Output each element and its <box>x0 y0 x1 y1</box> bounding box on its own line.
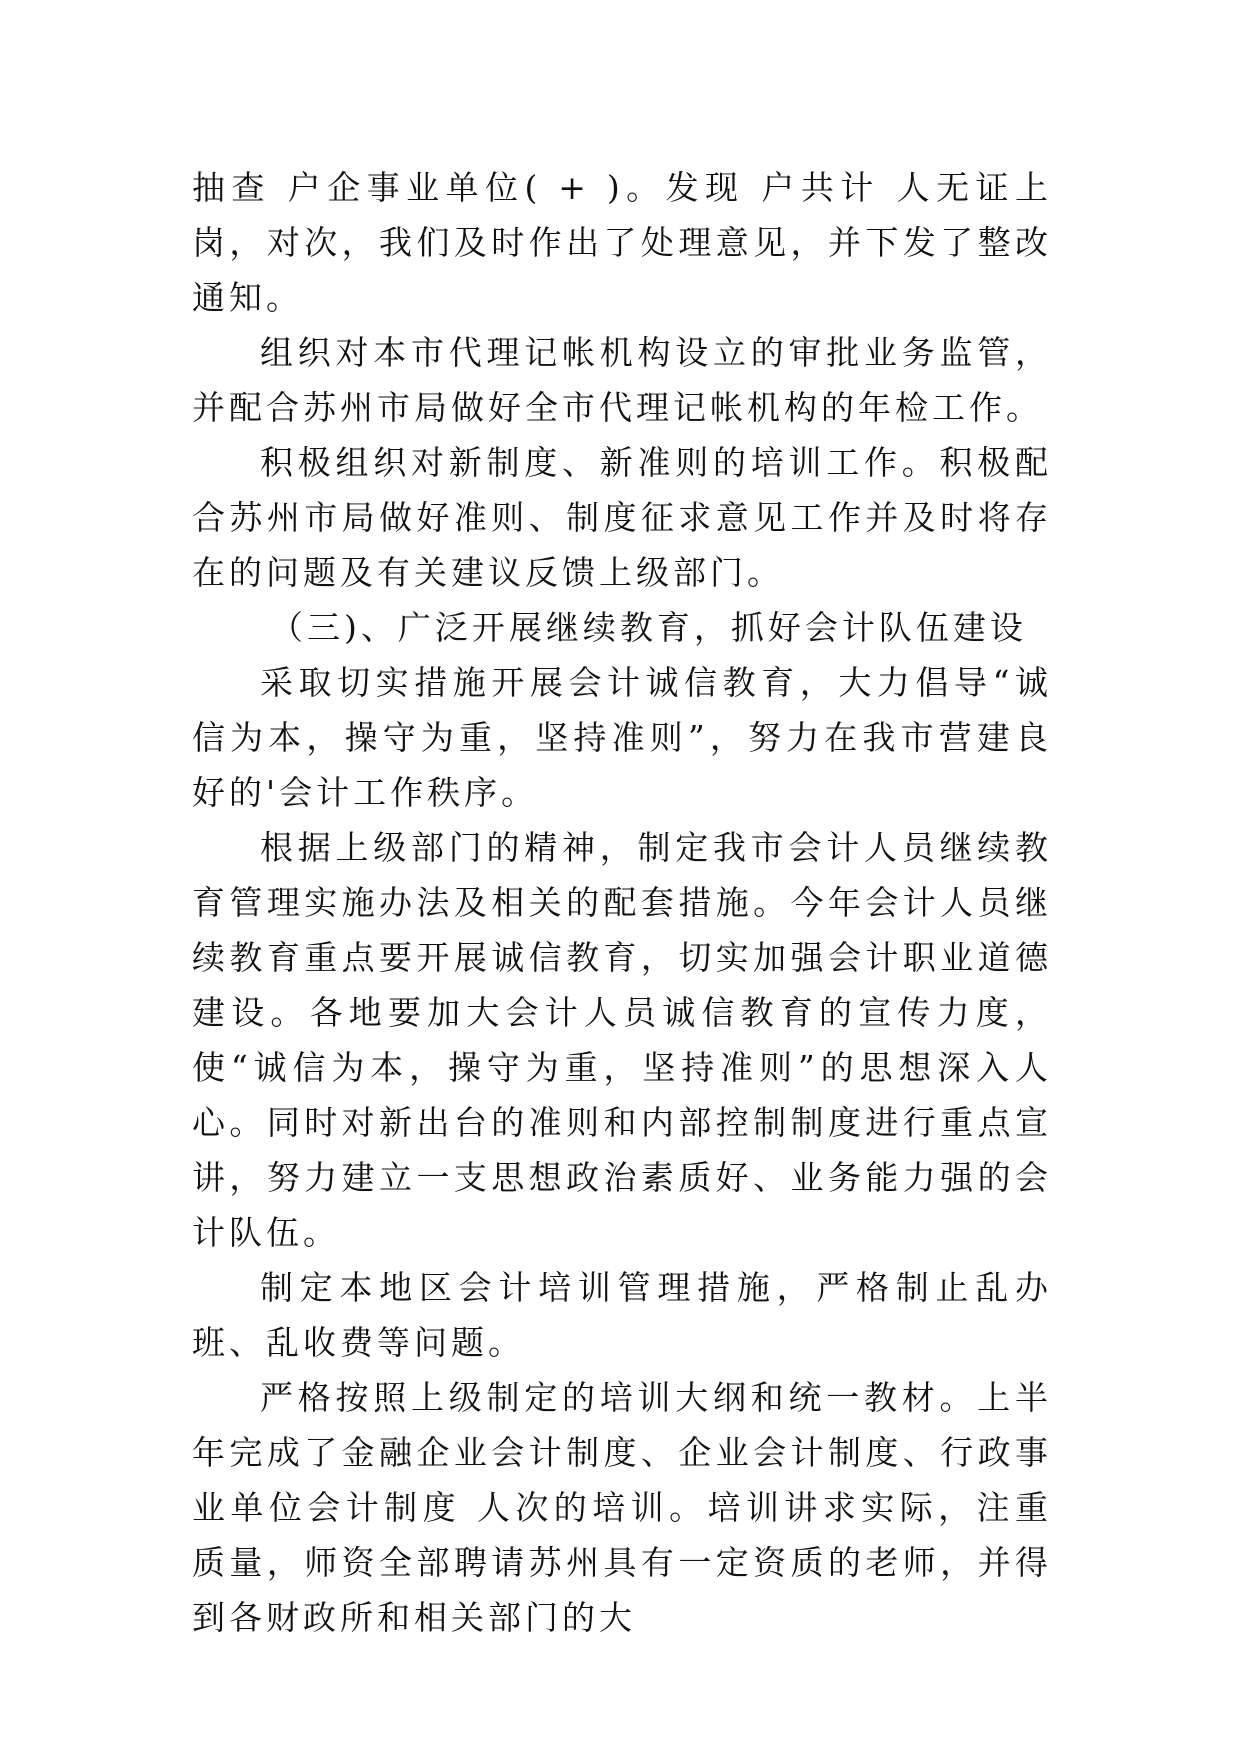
document-body <box>192 160 1052 1645</box>
paragraph-inspection-results: 抽查 户企事业单位( + )。发现 户共计 人无证上岗，对次，我们及时作出了处理意见，并下发了整改通知。 <box>192 168 1052 317</box>
paragraph-integrity-education: 采取切实措施开展会计诚信教育，大力倡导“诚信为本，操守为重，坚持准则”，努力在我市营建良好的'会计工作秩序。 <box>192 663 1052 812</box>
section-heading-continuing-education: （三)、广泛开展继续教育，抓好会计队伍建设 <box>270 608 1027 647</box>
paragraph-training-management: 制定本地区会计培训管理措施，严格制止乱办班、乱收费等问题。 <box>192 1268 1052 1362</box>
paragraph-continuing-education-measures: 根据上级部门的精神，制定我市会计人员继续教育管理实施办法及相关的配套措施。今年会计人员继续教育重点要开展诚信教育，切实加强会计职业道德建设。各地要加大会计人员诚信教育的宣传力度，使“诚信为本，操守为重，坚持准则”的思想深入人心。同时对新出台的准则和内部控制制度进行重点宣讲，努力建立一支思想政治素质好、业务能力强的会计队伍。 <box>192 828 1052 1252</box>
paragraph-new-standards-training: 积极组织对新制度、新准则的培训工作。积极配合苏州市局做好准则、制度征求意见工作并及时将存在的问题及有关建议反馈上级部门。 <box>192 443 1052 592</box>
paragraph-bookkeeping-agency-supervision: 组织对本市代理记帐机构设立的审批业务监管，并配合苏州市局做好全市代理记帐机构的年检工作。 <box>192 333 1052 427</box>
paragraph-training-syllabus: 严格按照上级制定的培训大纲和统一教材。上半年完成了金融企业会计制度、企业会计制度、行政事业单位会计制度 人次的培训。培训讲求实际，注重质量，师资全部聘请苏州具有一定资质的老师，并得到各财政所和相关部门的大 <box>192 1378 1052 1637</box>
